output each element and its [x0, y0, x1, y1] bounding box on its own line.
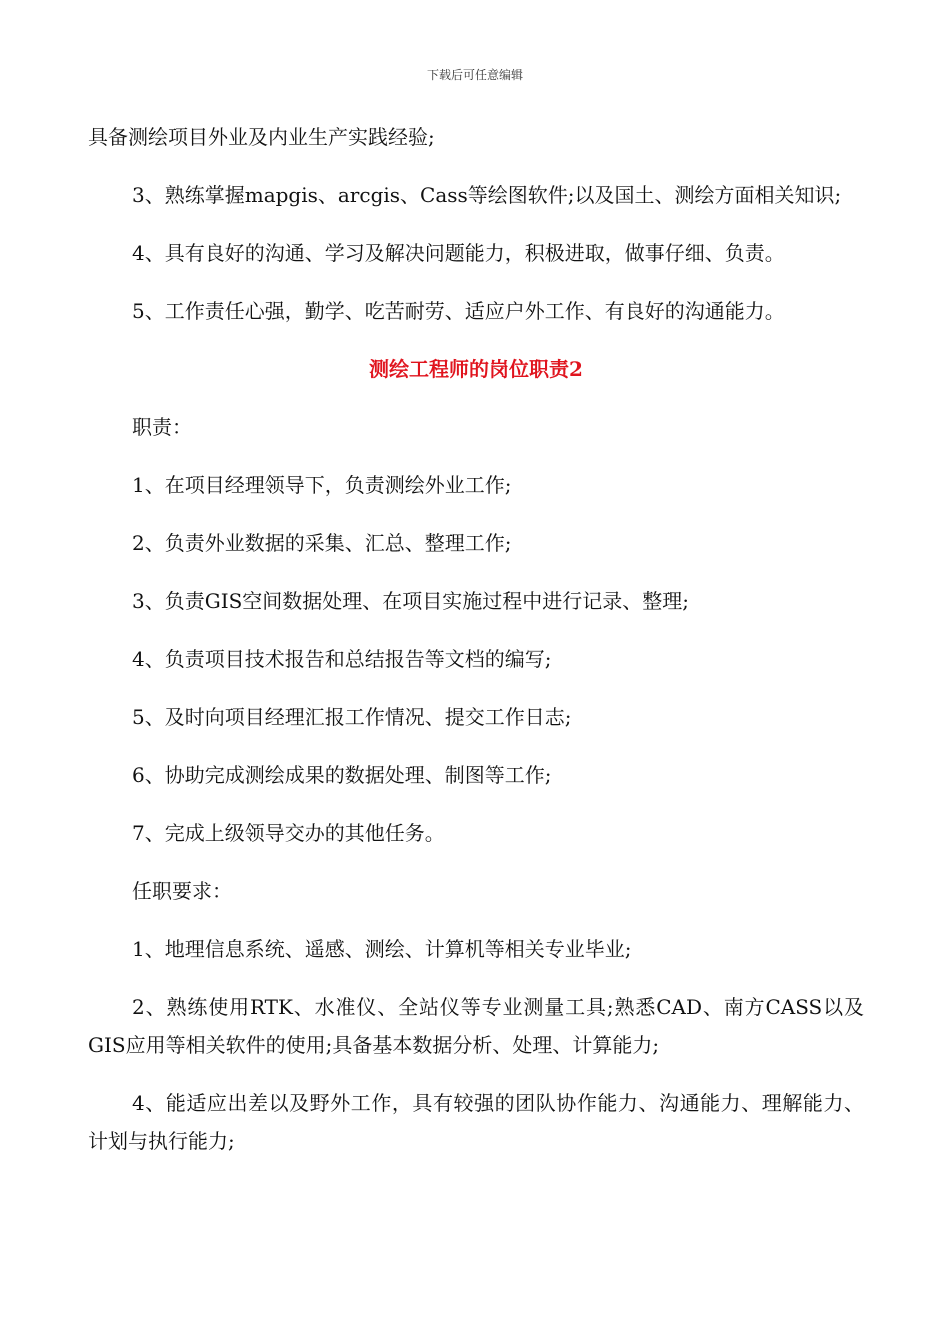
duty-item: 6、协助完成测绘成果的数据处理、制图等工作; [132, 763, 552, 787]
duty-item: 4、负责项目技术报告和总结报告等文档的编写; [132, 647, 552, 671]
page-header-note: 下载后可任意编辑 [426, 68, 523, 82]
requirements-label: 任职要求： [132, 879, 232, 903]
paragraph-continued: 具备测绘项目外业及内业生产实践经验; [88, 125, 435, 149]
duties-label: 职责： [132, 415, 192, 439]
duty-item: 2、负责外业数据的采集、汇总、整理工作; [132, 531, 512, 555]
paragraph-item: 5、工作责任心强，勤学、吃苦耐劳、适应户外工作、有良好的沟通能力。 [132, 299, 785, 323]
section-title: 测绘工程师的岗位职责2 [369, 357, 583, 381]
duty-item: 7、完成上级领导交办的其他任务。 [132, 821, 445, 845]
duty-item: 3、负责GIS空间数据处理、在项目实施过程中进行记录、整理; [132, 589, 690, 613]
paragraph-item: 3、熟练掌握mapgis、arcgis、Cass等绘图软件;以及国土、测绘方面相关知识; [132, 183, 842, 207]
paragraph-item: 4、具有良好的沟通、学习及解决问题能力，积极进取，做事仔细、负责。 [132, 241, 785, 265]
requirement-item: 2、熟练使用RTK、水准仪、全站仪等专业测量工具;熟悉CAD、南方CASS以及GIS应用等相关软件的使用;具备基本数据分析、处理、计算能力; [88, 995, 864, 1057]
document-body [88, 118, 864, 1180]
duty-item: 5、及时向项目经理汇报工作情况、提交工作日志; [132, 705, 572, 729]
requirement-item: 1、地理信息系统、遥感、测绘、计算机等相关专业毕业; [132, 937, 632, 961]
requirement-item: 4、能适应出差以及野外工作，具有较强的团队协作能力、沟通能力、理解能力、计划与执行能力; [88, 1091, 864, 1153]
duty-item: 1、在项目经理领导下，负责测绘外业工作; [132, 473, 512, 497]
